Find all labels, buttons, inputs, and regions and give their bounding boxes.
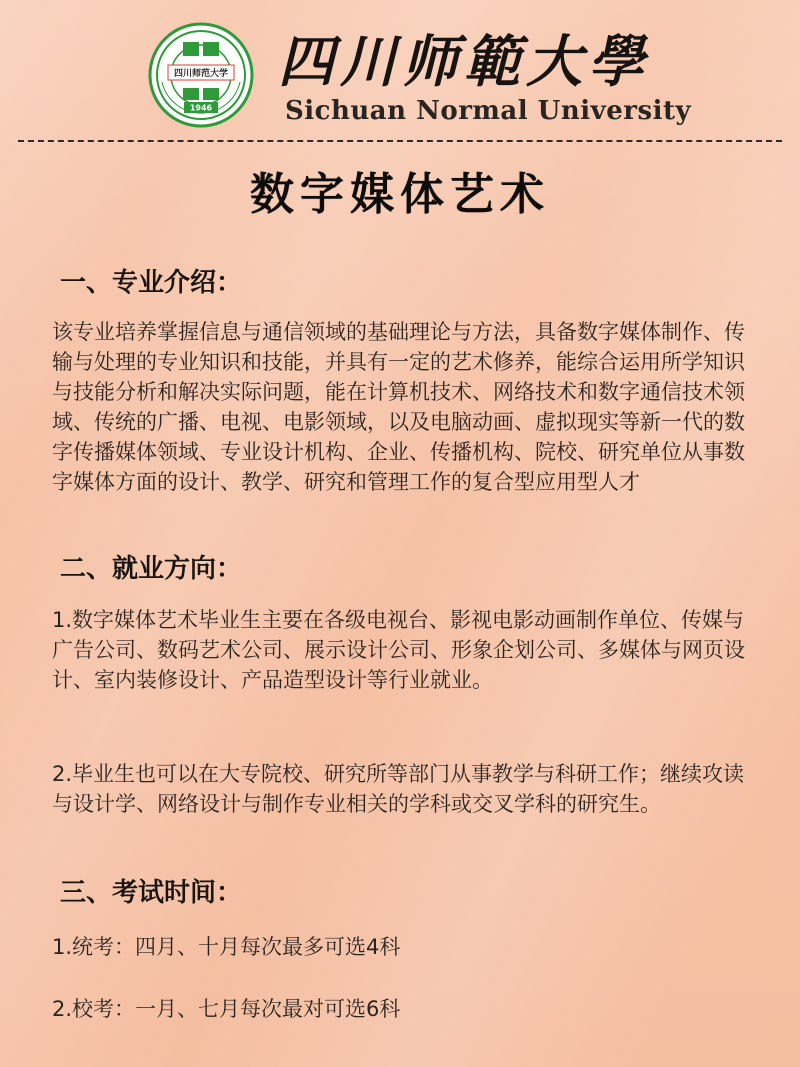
exam-item-1: 1.统考：四月、十月每次最多可选4科 xyxy=(52,935,401,959)
page-title: 数字媒体艺术 xyxy=(250,169,550,220)
university-name-en: Sichuan Normal University xyxy=(285,96,692,126)
exam-item-2: 2.校考：一月、七月每次最对可选6科 xyxy=(52,997,401,1021)
section-heading-intro: 一、专业介绍： xyxy=(60,268,243,298)
header-divider xyxy=(18,140,782,142)
university-seal-logo xyxy=(148,22,254,128)
svg-text:四川师范大学: 四川师范大学 xyxy=(173,69,229,79)
header xyxy=(0,0,800,140)
svg-text:1946: 1946 xyxy=(189,103,213,113)
intro-paragraph: 该专业培养掌握信息与通信领域的基础理论与方法，具备数字媒体制作、传输与处理的专业知识和技能，并具有一定的艺术修养，能综合运用所学知识与技能分析和解决实际问题，能在计算机技术、网络技术和数字通信技术领域、传统的广播、电视、电影领域，以及电脑动画、虚拟现实等新一代的数字传播媒体领域、专业设计机构、企业、传播机构、院校、研究单位从事数字媒体方面的设计、教学、研究和管理工作的复合型应用型人才 xyxy=(52,320,745,494)
section-heading-exam: 三、考试时间： xyxy=(60,878,243,908)
career-paragraph-2: 2.毕业生也可以在大专院校、研究所等部门从事教学与科研工作；继续攻读与设计学、网络设计与制作专业相关的学科或交叉学科的研究生。 xyxy=(52,762,745,816)
section-heading-career: 二、就业方向： xyxy=(60,554,243,584)
university-name-cn: 四川师範大學 xyxy=(278,29,650,95)
career-paragraph-1: 1.数字媒体艺术毕业生主要在各级电视台、影视电影动画制作单位、传媒与广告公司、数码艺术公司、展示设计公司、形象企划公司、多媒体与网页设计、室内装修设计、产品造型设计等行业就业。 xyxy=(52,608,745,692)
